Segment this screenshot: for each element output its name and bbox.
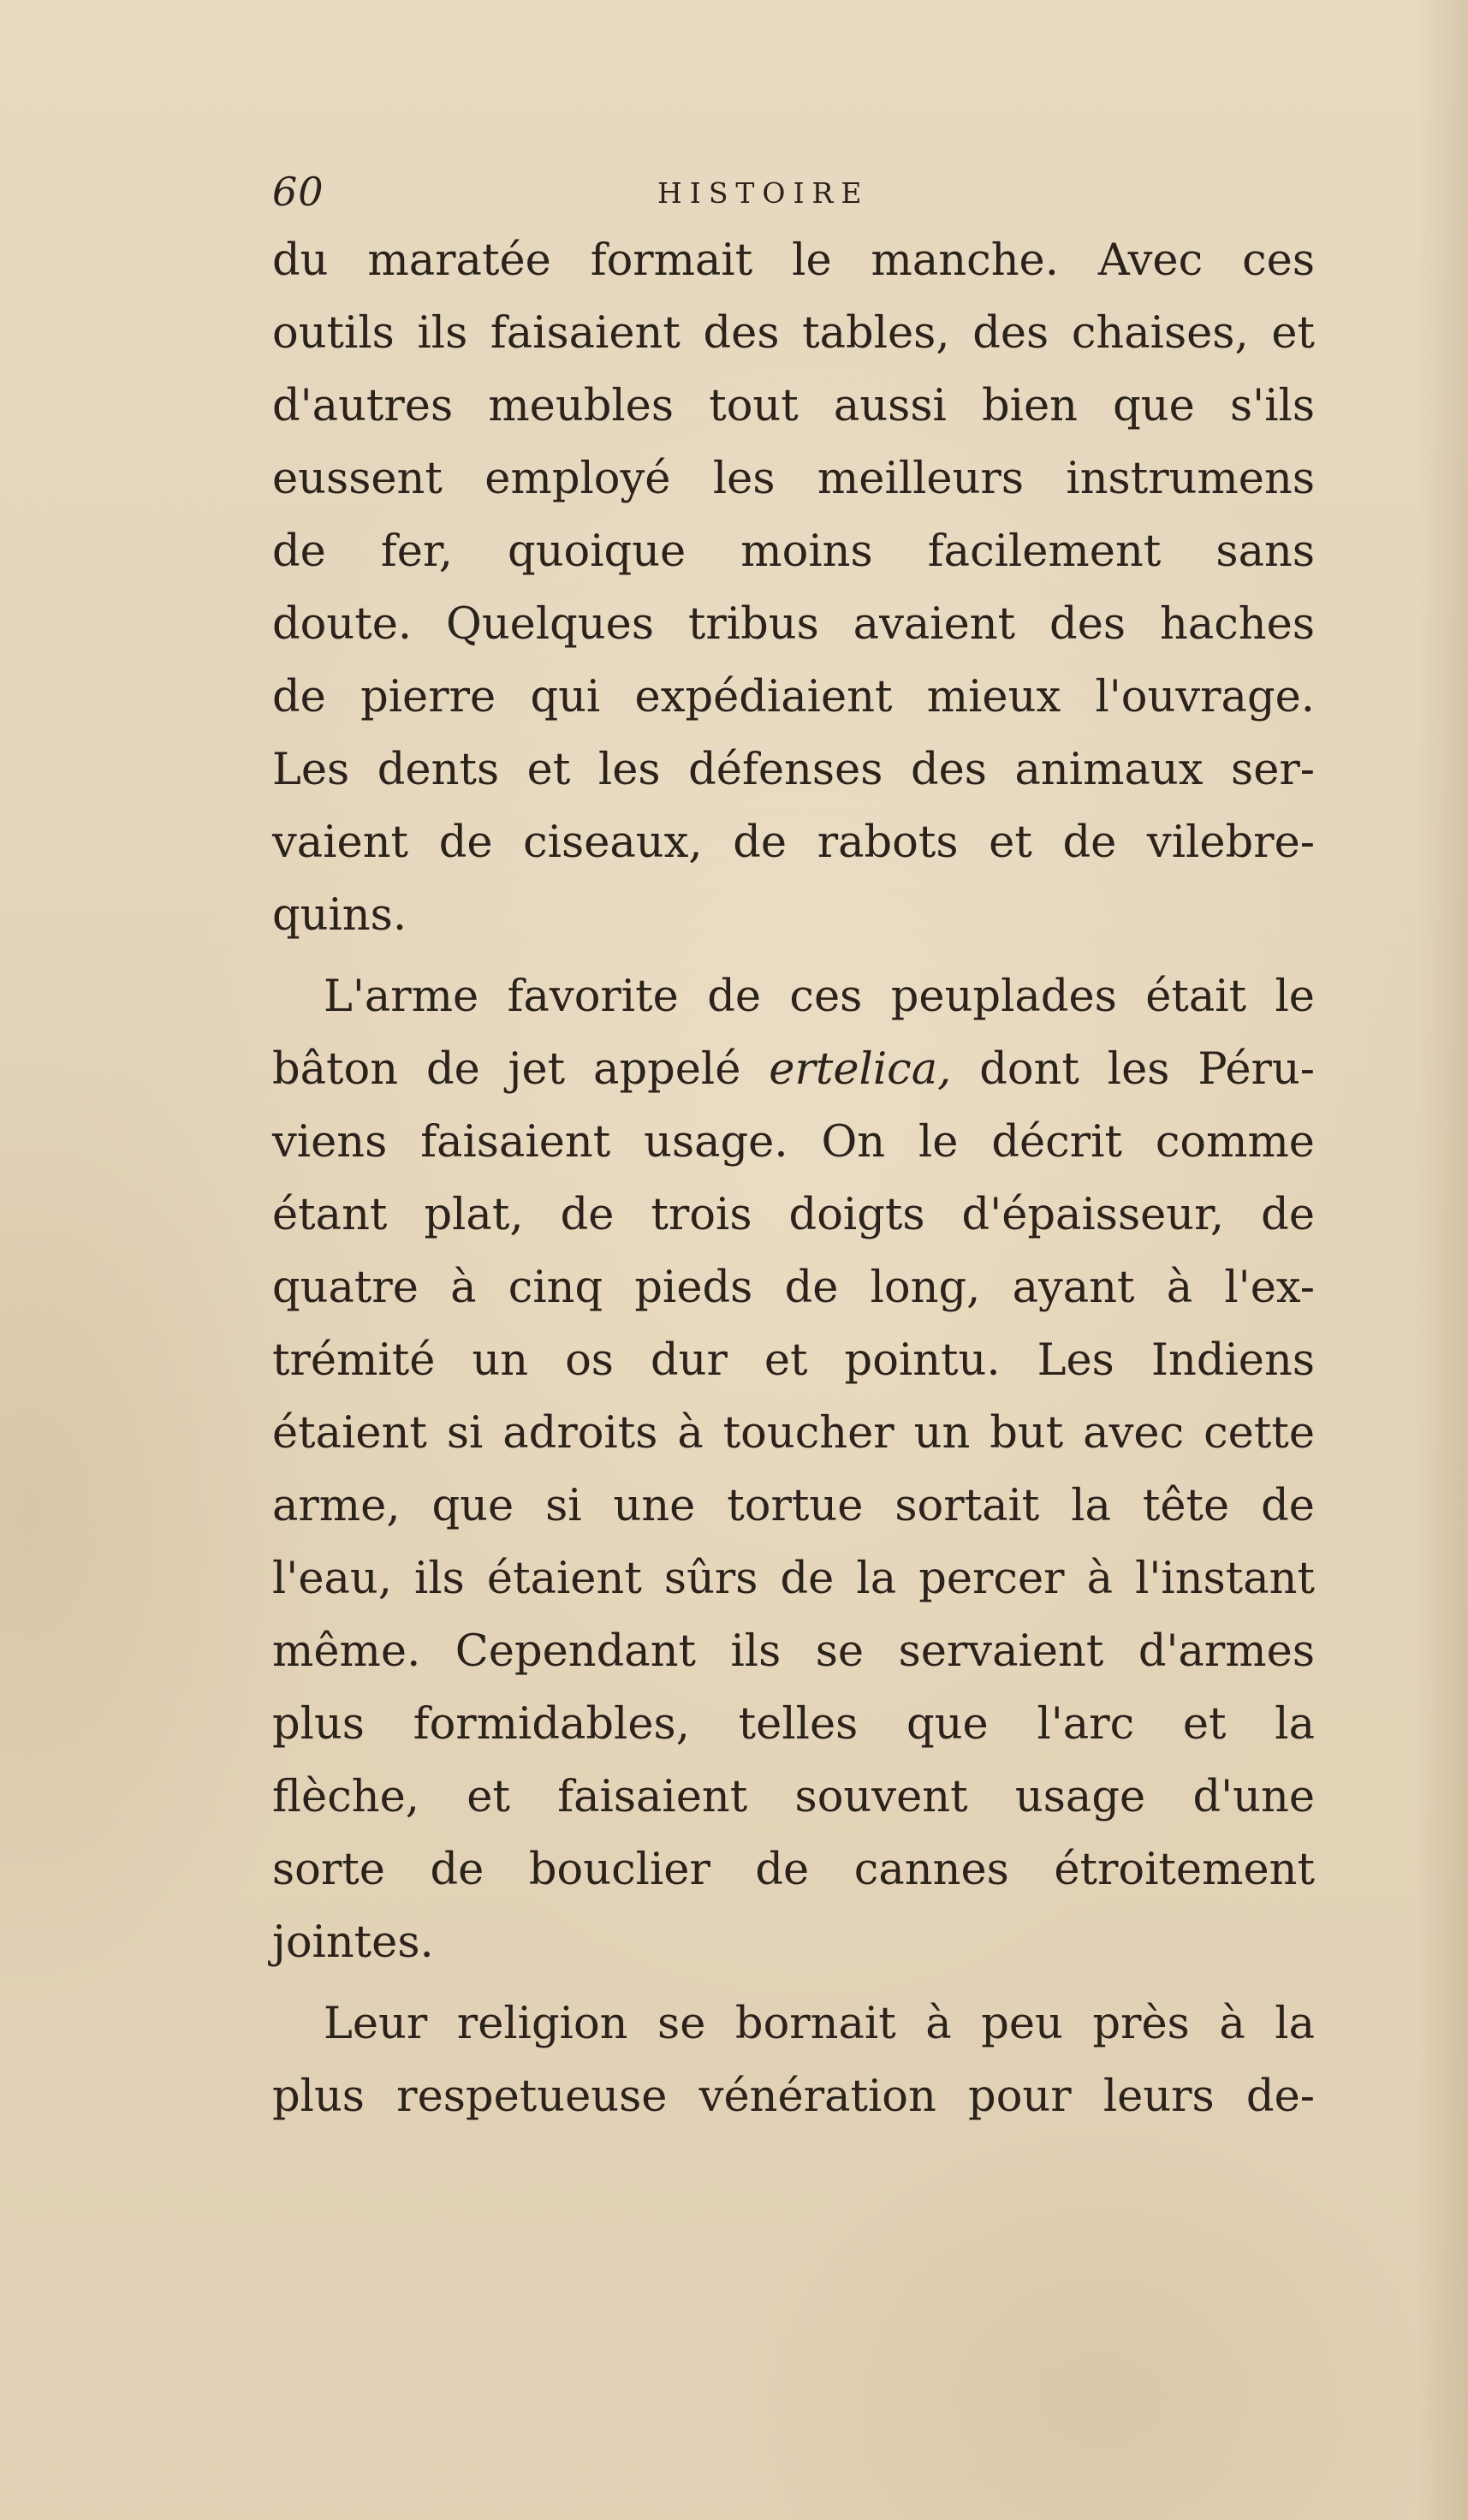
text-line: vaient de ciseaux, de rabots et de vilebre- bbox=[272, 817, 1315, 868]
paragraph-gap bbox=[272, 952, 1315, 960]
body-text bbox=[272, 224, 1315, 2133]
text-line: étant plat, de trois doigts d'épaisseur, de bbox=[272, 1190, 1315, 1240]
text-line: doute. Quelques tribus avaient des haches bbox=[272, 599, 1315, 650]
paragraph-2 bbox=[272, 960, 1315, 1979]
running-title: HISTOIRE bbox=[657, 176, 870, 210]
text-line: plus formidables, telles que l'arc et la bbox=[272, 1699, 1315, 1750]
paragraph-1 bbox=[272, 224, 1315, 952]
italic-term: ertelica, bbox=[769, 1044, 952, 1095]
text-fragment: bâton de jet appelé bbox=[272, 1044, 770, 1095]
text-fragment: dont les Péru- bbox=[951, 1044, 1315, 1095]
page-header bbox=[272, 168, 1315, 219]
text-line: arme, que si une tortue sortait la tête de bbox=[272, 1481, 1315, 1531]
text-line: eussent employé les meilleurs instrumens bbox=[272, 454, 1315, 504]
text-line: Les dents et les défenses des animaux ser- bbox=[272, 745, 1315, 795]
text-line: viens faisaient usage. On le décrit comme bbox=[272, 1117, 1315, 1168]
text-line: quins. bbox=[272, 890, 407, 941]
paragraph-3 bbox=[272, 1988, 1315, 2133]
text-line-with-italic bbox=[272, 1033, 1315, 1106]
text-line: L'arme favorite de ces peuplades était le bbox=[324, 972, 1315, 1022]
text-line: outils ils faisaient des tables, des chaises, et bbox=[272, 308, 1315, 359]
page-edge-shadow bbox=[1417, 0, 1468, 2520]
text-line: trémité un os dur et pointu. Les Indiens bbox=[272, 1335, 1315, 1386]
text-line: d'autres meubles tout aussi bien que s'ils bbox=[272, 381, 1315, 431]
text-line: même. Cependant ils se servaient d'armes bbox=[272, 1626, 1315, 1677]
text-line: du maratée formait le manche. Avec ces bbox=[272, 235, 1315, 286]
text-line: l'eau, ils étaient sûrs de la percer à l'instant bbox=[272, 1554, 1315, 1604]
text-line: Leur religion se bornait à peu près à la bbox=[324, 1999, 1315, 2049]
text-line: étaient si adroits à toucher un but avec cette bbox=[272, 1408, 1315, 1459]
text-line: flèche, et faisaient souvent usage d'une bbox=[272, 1772, 1315, 1822]
paragraph-gap bbox=[272, 1979, 1315, 1988]
text-line: quatre à cinq pieds de long, ayant à l'ex- bbox=[272, 1263, 1315, 1313]
text-line: de fer, quoique moins facilement sans bbox=[272, 526, 1315, 577]
text-line: jointes. bbox=[272, 1917, 434, 1968]
text-line: de pierre qui expédiaient mieux l'ouvrage. bbox=[272, 672, 1315, 722]
text-line: plus respetueuse vénération pour leurs de- bbox=[272, 2071, 1315, 2122]
page-number: 60 bbox=[272, 169, 324, 215]
text-line: sorte de bouclier de cannes étroitement bbox=[272, 1845, 1315, 1895]
